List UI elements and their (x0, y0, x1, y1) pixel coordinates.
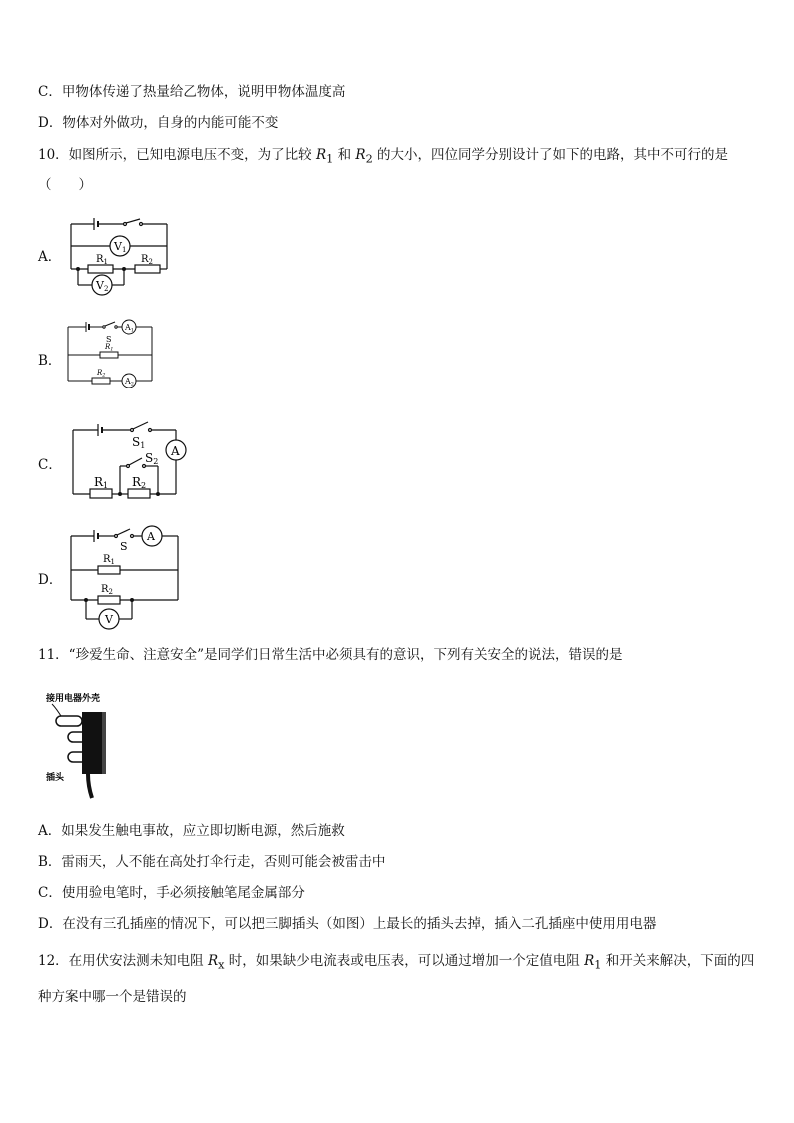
q10-option-d-label: D． (38, 572, 63, 588)
circuit-c-ammeter-label: A (171, 444, 180, 458)
q10-text-mid: 和 (333, 147, 356, 163)
circuit-d-ammeter-label: A (147, 530, 155, 543)
q10-option-c-label: C． (38, 457, 62, 473)
q12-rx-sub: x (218, 958, 225, 972)
q10-text-pre: 10．如图所示，已知电源电压不变，为了比较 (38, 147, 316, 163)
q12-r1-var: R (584, 953, 595, 969)
circuit-b-a1-label: A1 (125, 323, 134, 334)
circuit-b-r2-label: $R_2$ (97, 369, 106, 379)
circuit-c-s2-label: S2 (145, 451, 159, 466)
circuit-d-s-label: S (120, 540, 128, 553)
q11-option-c: C．使用验电笔时，手必须接触笔尾金属部分 (38, 885, 305, 901)
q10-answer-paren: （ ） (38, 177, 92, 193)
circuit-a-r2-label: $R_2$ (141, 254, 153, 266)
q10-stem (38, 146, 728, 169)
circuit-b-r1-label: $R_1$ (105, 343, 114, 353)
q11-option-d: D．在没有三孔插座的情况下，可以把三脚插头（如图）上最长的插头去掉，插入二孔插座中使用用电器 (38, 916, 657, 932)
q11-stem: 11．“珍爱生命、注意安全”是同学们日常生活中必须具有的意识，下列有关安全的说法，错误的是 (38, 647, 623, 663)
q12-text-post: 和开关来解决，下面的四 (601, 953, 755, 969)
q11-option-b: B．雷雨天，人不能在高处打伞行走，否则可能会被雷击中 (38, 854, 386, 870)
circuit-a-r1-label: $R_1$ (96, 254, 108, 266)
q11-option-a: A．如果发生触电事故，应立即切断电源，然后施救 (38, 823, 345, 839)
q10-option-a-label: A． (38, 249, 62, 265)
circuit-a-v2-label: V2 (96, 279, 109, 293)
q12-r1-sub: 1 (594, 958, 602, 972)
q10-option-b-label: B． (38, 353, 62, 369)
circuit-c-r2-label: R2 (132, 475, 147, 490)
q12-stem-line1 (38, 952, 754, 975)
circuit-d-voltmeter-label: V (105, 613, 113, 626)
q10-r1-var: R (315, 147, 327, 163)
circuit-a-v1-label: V1 (114, 240, 127, 254)
q10-r1-sub: 1 (326, 152, 334, 166)
circuit-b-a2-label: A2 (125, 377, 134, 388)
q10-text-post: 的大小，四位同学分别设计了如下的电路，其中不可行的是 (372, 147, 729, 163)
circuit-d-r1-label: $R_1$ (103, 554, 115, 566)
circuit-c-r1-label: R1 (94, 475, 109, 490)
circuit-b-diagram (66, 318, 158, 388)
circuit-d-r2-label: $R_2$ (101, 584, 113, 596)
plug-label-top: 接用电器外壳 (46, 694, 101, 704)
circuit-c-s1-label: S1 (132, 435, 146, 450)
q12-rx-var: R (207, 953, 219, 969)
q9-option-d: D．物体对外做功，自身的内能可能不变 (38, 115, 279, 131)
circuit-a-diagram (68, 214, 172, 298)
q9-option-c: C．甲物体传递了热量给乙物体，说明甲物体温度高 (38, 84, 346, 100)
q12-text-mid: 时，如果缺少电流表或电压表，可以通过增加一个定值电阻 (224, 953, 585, 969)
q12-text-pre: 12．在用伏安法测未知电阻 (38, 953, 208, 969)
q10-r2-sub: 2 (365, 152, 373, 166)
circuit-d-diagram (68, 524, 182, 630)
plug-label-bottom: 插头 (46, 773, 65, 783)
circuit-c-diagram (70, 418, 192, 502)
q10-r2-var: R (355, 147, 366, 163)
q12-stem-line2: 种方案中哪一个是错误的 (38, 989, 187, 1005)
three-pin-plug-figure (44, 690, 124, 800)
circuit-b-s-label: S (106, 335, 112, 344)
